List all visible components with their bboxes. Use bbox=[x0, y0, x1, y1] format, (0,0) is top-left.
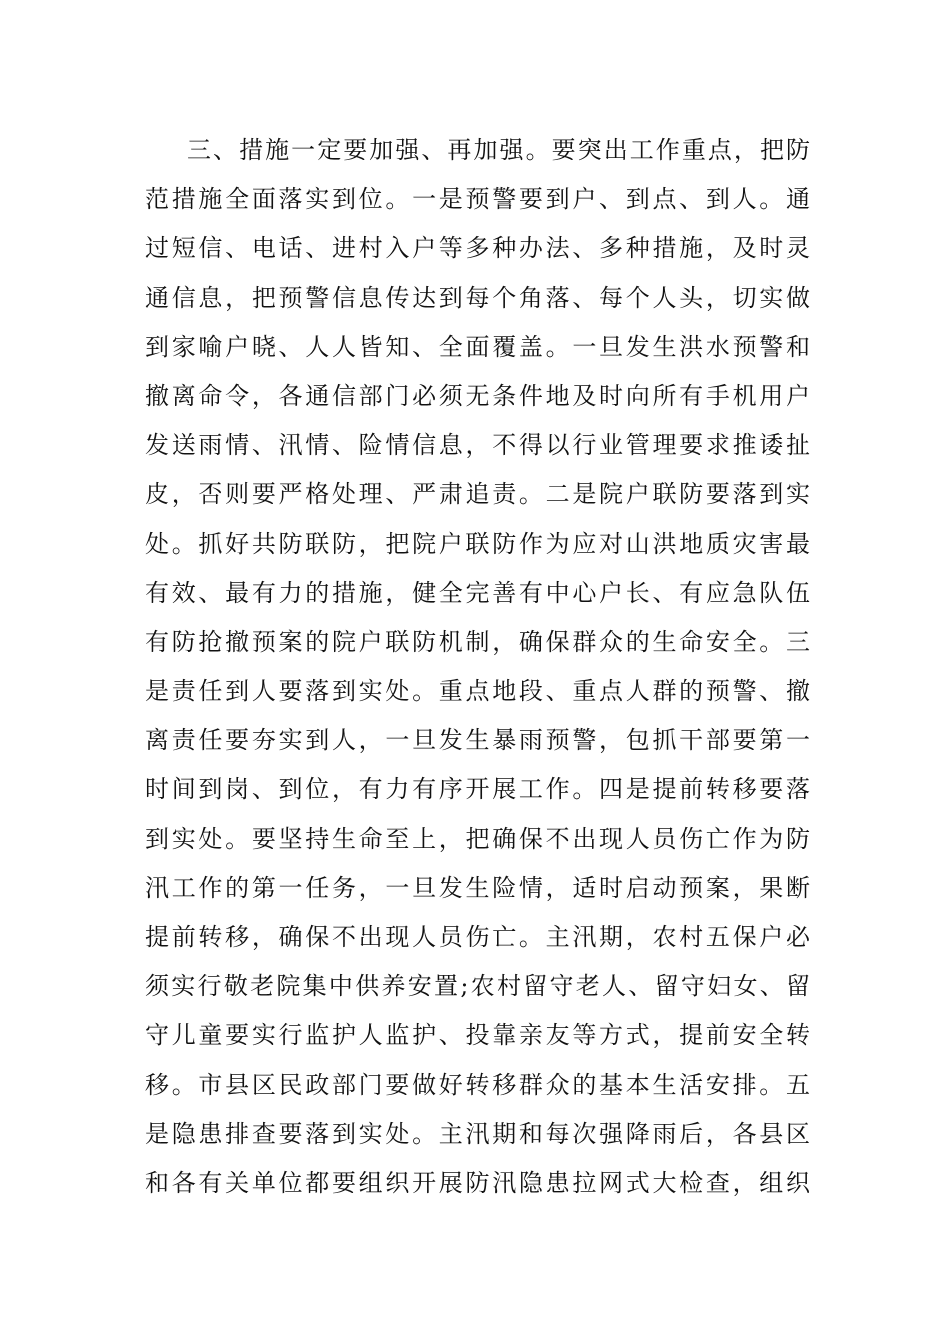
paragraph-line: 须实行敬老院集中供养安置;农村留守老人、留守妇女、留 bbox=[145, 972, 810, 1001]
paragraph-line: 离责任要夯实到人，一旦发生暴雨预警，包抓干部要第一 bbox=[145, 726, 810, 755]
paragraph-line: 皮，否则要严格处理、严肃追责。二是院户联防要落到实 bbox=[145, 480, 810, 509]
paragraph-line: 守儿童要实行监护人监护、投靠亲友等方式，提前安全转 bbox=[145, 1021, 810, 1050]
paragraph-line: 是隐患排查要落到实处。主汛期和每次强降雨后，各县区 bbox=[145, 1119, 810, 1148]
paragraph-line: 提前转移，确保不出现人员伤亡。主汛期，农村五保户必 bbox=[145, 923, 810, 951]
paragraph-line: 是责任到人要落到实处。重点地段、重点人群的预警、撤 bbox=[145, 677, 810, 706]
paragraph-line: 到家喻户晓、人人皆知、全面覆盖。一旦发生洪水预警和 bbox=[145, 332, 810, 361]
paragraph-line: 有效、最有力的措施，健全完善有中心户长、有应急队伍 bbox=[145, 578, 810, 607]
paragraph-line: 移。市县区民政部门要做好转移群众的基本生活安排。五 bbox=[145, 1070, 810, 1099]
paragraph-line: 处。抓好共防联防，把院户联防作为应对山洪地质灾害最 bbox=[145, 529, 810, 558]
paragraph-line: 发送雨情、汛情、险情信息，不得以行业管理要求推诿扯 bbox=[145, 431, 810, 460]
paragraph-line: 通信息，把预警信息传达到每个角落、每个人头，切实做 bbox=[145, 283, 810, 312]
paragraph-line: 三、措施一定要加强、再加强。要突出工作重点，把防 bbox=[187, 136, 810, 164]
paragraph-line: 过短信、电话、进村入户等多种办法、多种措施，及时灵 bbox=[145, 234, 810, 263]
body-paragraph bbox=[145, 126, 810, 1208]
paragraph-line: 范措施全面落实到位。一是预警要到户、到点、到人。通 bbox=[145, 185, 810, 214]
paragraph-line: 有防抢撤预案的院户联防机制，确保群众的生命安全。三 bbox=[145, 627, 810, 656]
paragraph-line: 撤离命令，各通信部门必须无条件地及时向所有手机用户 bbox=[145, 381, 810, 410]
paragraph-line: 时间到岗、到位，有力有序开展工作。四是提前转移要落 bbox=[145, 775, 810, 804]
paragraph-line: 汛工作的第一任务，一旦发生险情，适时启动预案，果断 bbox=[145, 873, 810, 902]
paragraph-line: 到实处。要坚持生命至上，把确保不出现人员伤亡作为防 bbox=[145, 824, 810, 853]
paragraph-line: 和各有关单位都要组织开展防汛隐患拉网式大检查，组织 bbox=[145, 1168, 810, 1197]
